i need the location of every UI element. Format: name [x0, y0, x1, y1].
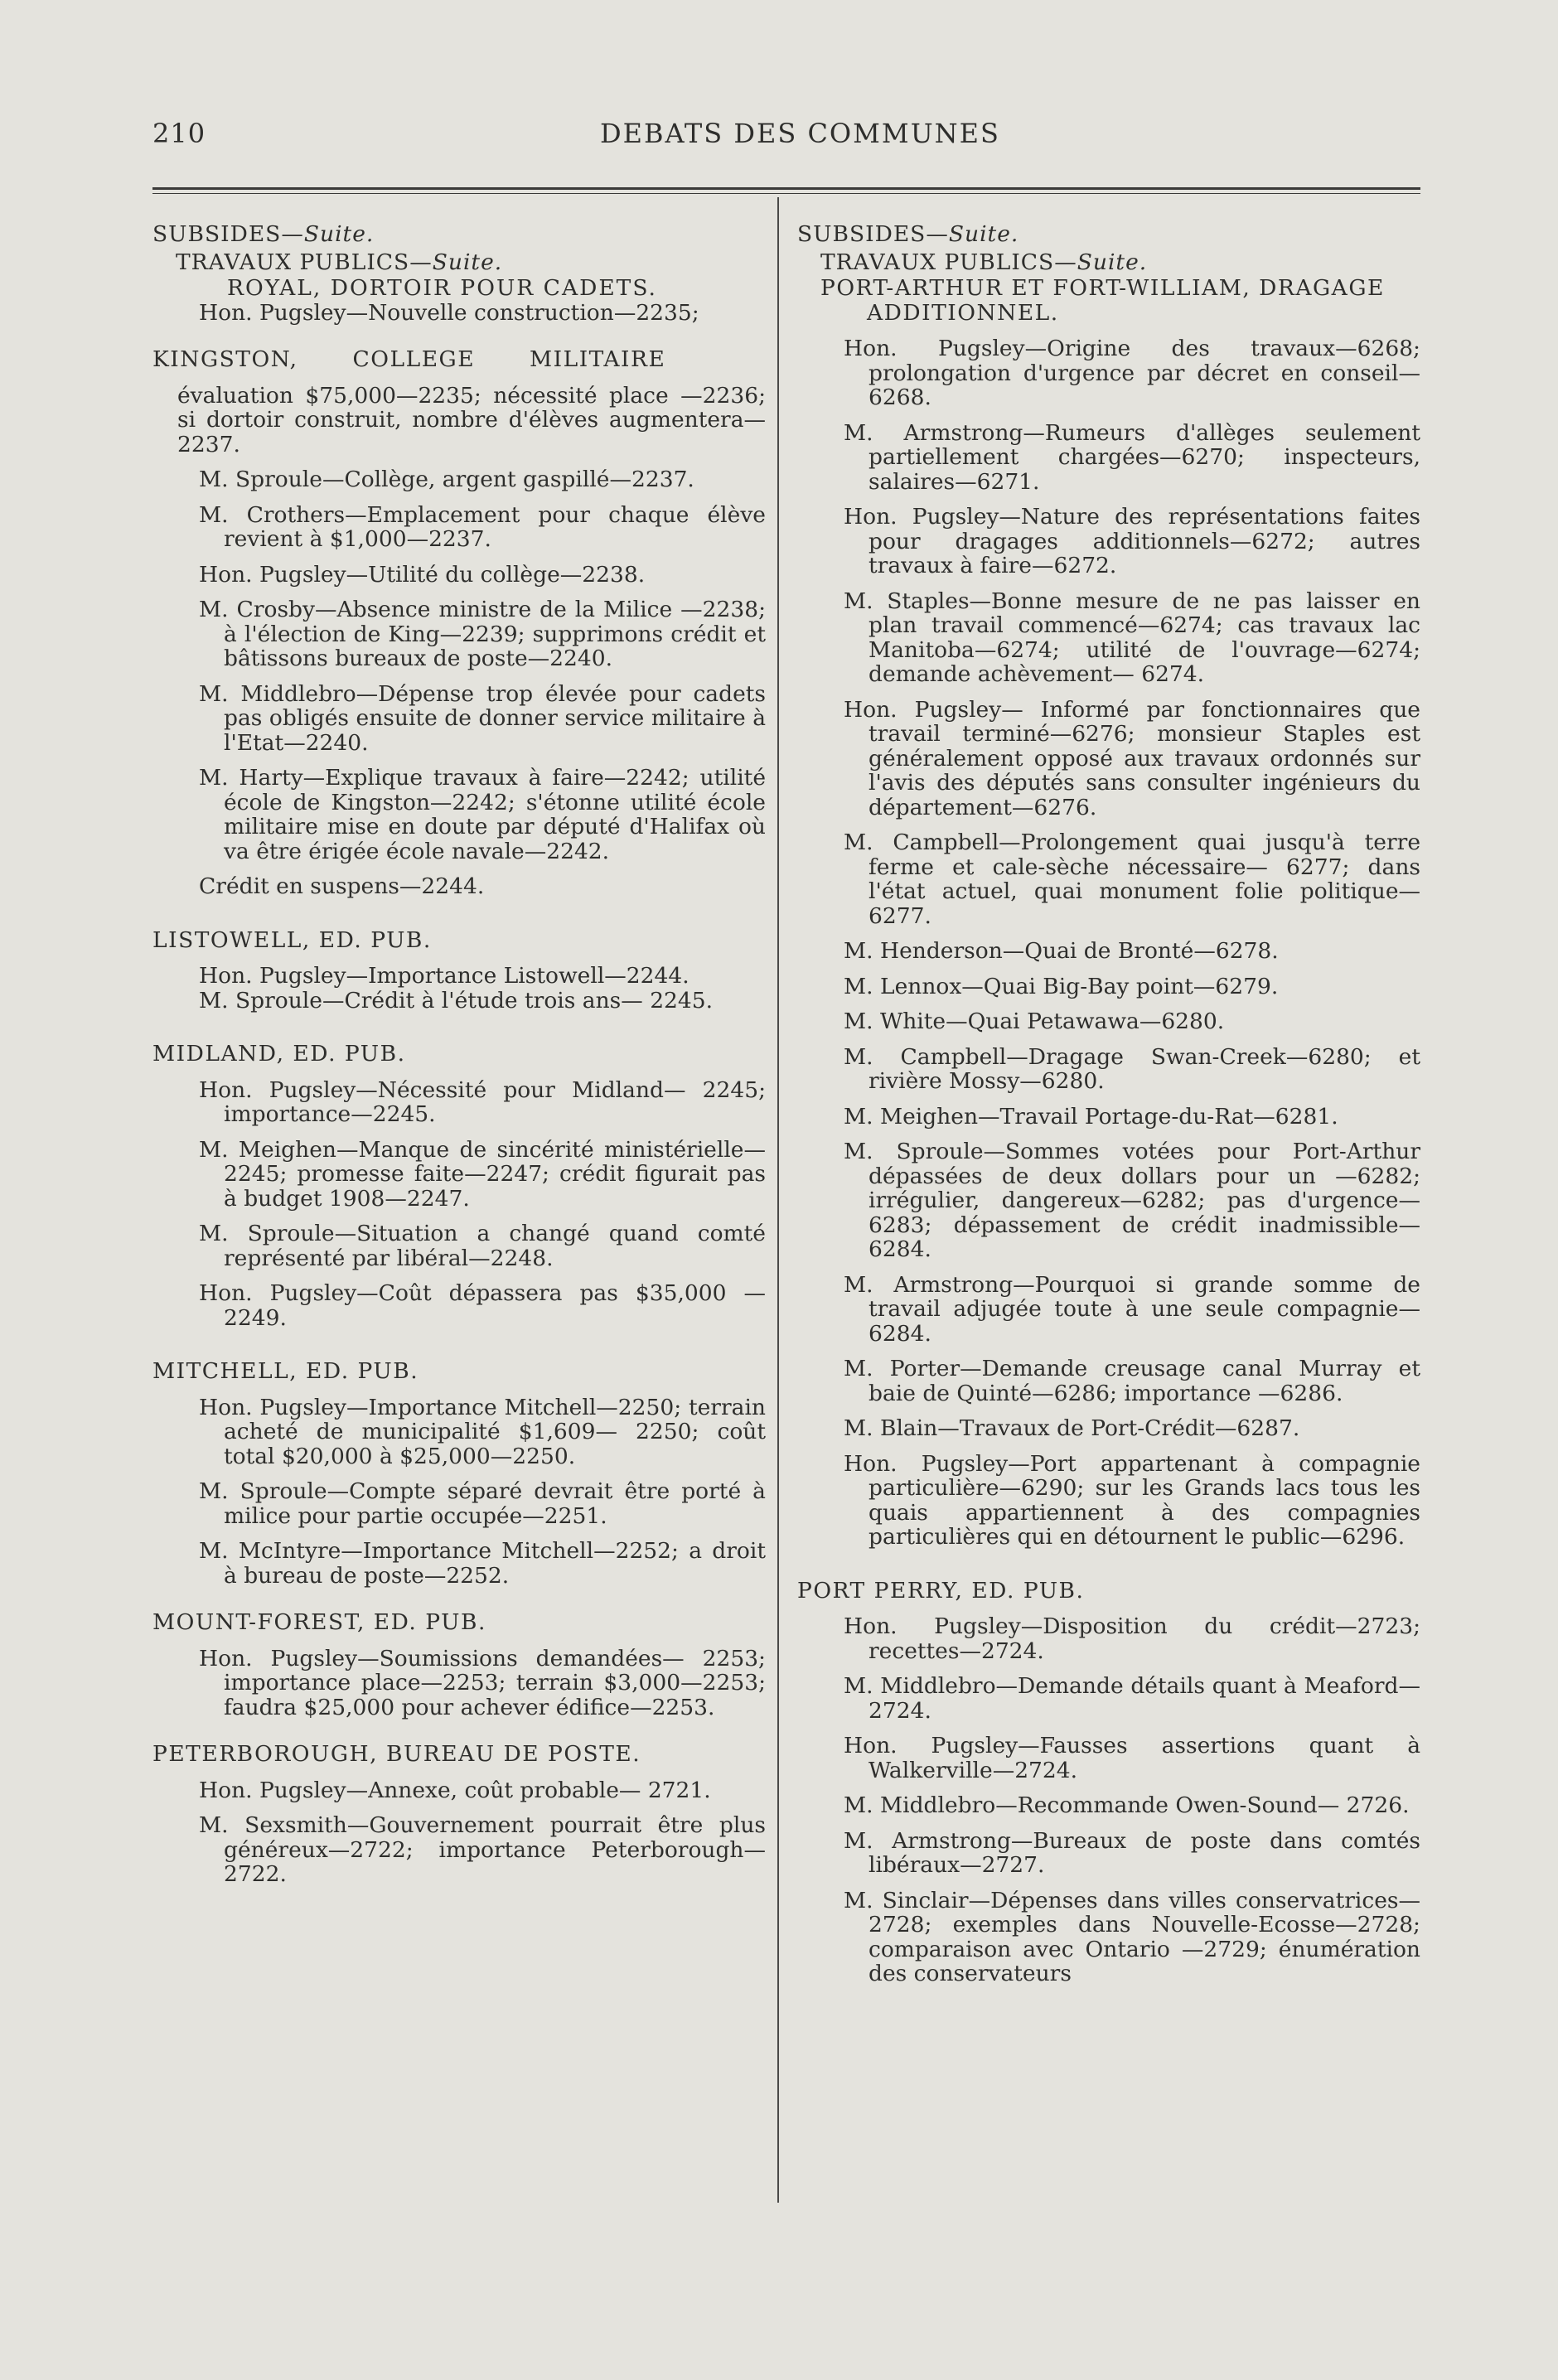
page-number: 210: [152, 118, 206, 149]
entry: M. Sproule—Collège, argent gaspillé—2237.: [199, 467, 694, 492]
entry: Hon. Pugsley—Origine des travaux—6268; prolongation d'urgence par décret en conseil—6268.: [844, 336, 1420, 410]
entry: M. Middlebro—Dépense trop élevée pour cadets pas obligés ensuite de donner service militaire à l'Etat—2240.: [199, 680, 766, 756]
right-column: [797, 222, 1420, 1997]
column-divider: [777, 197, 779, 2203]
entry: M. Sproule—Situation a changé quand comté représenté par libéral—2248.: [199, 1221, 766, 1271]
entry: M. Middlebro—Recommande Owen-Sound— 2726.: [844, 1792, 1410, 1818]
entry: Hon. Pugsley— Informé par fonctionnaires que travail terminé—6276; monsieur Staples est généralement opposé aux travaux ordonnés sur l'avis des députés sans consulter ingénieurs du département—6276.: [844, 696, 1420, 820]
entry: M. Sexsmith—Gouvernement pourrait être plus généreux—2722; importance Peterborough—2722.: [199, 1812, 766, 1887]
heading-port-arthur-fort-william: PORT-ARTHUR ET FORT-WILLIAM, DRAGAGE ADDITIONNEL.: [820, 275, 1385, 326]
entry: M. McIntyre—Importance Mitchell—2252; a droit à bureau de poste—2252.: [199, 1538, 766, 1589]
entry: M. Porter—Demande creusage canal Murray et baie de Quinté—6286; importance —6286.: [844, 1356, 1420, 1406]
entry: M. Staples—Bonne mesure de ne pas laisser en plan travail commencé—6274; cas travaux lac Manitoba—6274; utilité de l'ouvrage—6274; demande achèvement— 6274.: [844, 588, 1420, 687]
entry: M. Campbell—Dragage Swan-Creek—6280; et rivière Mossy—6280.: [844, 1043, 1420, 1094]
entry: Hon. Pugsley—Coût dépassera pas $35,000 —2249.: [199, 1280, 766, 1331]
entry: M. Sproule—Sommes votées pour Port-Arthur dépassées de deux dollars pour un —6282; irrégulier, dangereux—6282; pas d'urgence—6283; dépassement de crédit inadmissible—6284.: [844, 1139, 1420, 1262]
entry: Hon. Pugsley—Port appartenant à compagnie particulière—6290; sur les Grands lacs tous les quais appartiennent à des compagnies particulières qui en détournent le public—6296.: [844, 1450, 1420, 1550]
entry: M. Sinclair—Dépenses dans villes conservatrices—2728; exemples dans Nouvelle-Ecosse—2728; comparaison avec Ontario —2729; énumération des conservateurs: [844, 1887, 1420, 1986]
heading-peterborough: PETERBOROUGH, BUREAU DE POSTE.: [152, 1741, 641, 1767]
entry: Hon. Pugsley—Nécessité pour Midland— 2245; importance—2245.: [199, 1076, 766, 1127]
section-heading: SUBSIDES—Suite.: [152, 221, 375, 247]
entry: M. Henderson—Quai de Bronté—6278.: [844, 938, 1279, 964]
header-rule-thick: [152, 187, 1420, 190]
entry: Hon. Pugsley—Soumissions demandées— 2253; importance place—2253; terrain $3,000—2253; faudra $25,000 pour achever édifice—2253.: [199, 1645, 766, 1720]
entry: M. Lennox—Quai Big-Bay point—6279.: [844, 973, 1279, 999]
header-rule-thin: [152, 193, 1420, 194]
heading-mount-forest: MOUNT-FOREST, ED. PUB.: [152, 1609, 486, 1635]
entry: M. Campbell—Prolongement quai jusqu'à terre ferme et cale-sèche nécessaire— 6277; dans l'état actuel, quai monument folie politique—6277.: [844, 830, 1420, 929]
heading-port-perry: PORT PERRY, ED. PUB.: [797, 1577, 1085, 1604]
heading-mitchell: MITCHELL, ED. PUB.: [152, 1358, 419, 1384]
entry: M. Armstrong—Rumeurs d'allèges seulement partiellement chargées—6270; inspecteurs, salaires—6271.: [844, 419, 1420, 495]
entry: M. Blain—Travaux de Port-Crédit—6287.: [844, 1415, 1300, 1441]
heading-listowell: LISTOWELL, ED. PUB.: [152, 926, 432, 953]
left-column: [152, 222, 766, 1898]
entry: M. Crosby—Absence ministre de la Milice —2238; à l'élection de King—2239; supprimons crédit et bâtissons bureaux de poste—2240.: [199, 597, 766, 671]
entry: Hon. Pugsley—Disposition du crédit—2723; recettes—2724.: [844, 1613, 1420, 1664]
entry: Hon. Pugsley—Annexe, coût probable— 2721.: [199, 1777, 711, 1803]
entry: Hon. Pugsley—Importance Listowell—2244.: [199, 963, 689, 989]
entry: M. White—Quai Petawawa—6280.: [844, 1009, 1225, 1034]
entry: M. Middlebro—Demande détails quant à Meaford—2724.: [844, 1673, 1420, 1724]
entry: Hon. Pugsley—Utilité du collège—2238.: [199, 561, 646, 588]
entry: Hon. Pugsley—Fausses assertions quant à Walkerville—2724.: [844, 1733, 1420, 1783]
page-header: [152, 114, 1420, 156]
entry: M. Harty—Explique travaux à faire—2242; utilité école de Kingston—2242; s'étonne utilité école militaire mise en doute par député d'Halifax où va être érigée école navale—2242.: [199, 765, 766, 864]
entry: M. Meighen—Manque de sincérité ministérielle—2245; promesse faite—2247; crédit figurait pas à budget 1908—2247.: [199, 1136, 766, 1212]
entry: M. Armstrong—Bureaux de poste dans comtés libéraux—2727.: [844, 1827, 1420, 1878]
running-title: DEBATS DES COMMUNES: [600, 118, 1000, 149]
entry: Crédit en suspens—2244.: [199, 873, 485, 899]
heading-royal-dortoir: ROYAL, DORTOIR POUR CADETS.: [227, 275, 657, 301]
heading-midland: MIDLAND, ED. PUB.: [152, 1041, 406, 1067]
entry: Hon. Pugsley—Nature des représentations faites pour dragages additionnels—6272; autres travaux à faire—6272.: [844, 504, 1420, 578]
entry: Hon. Pugsley—Nouvelle construction—2235;: [199, 299, 699, 326]
entry: évaluation $75,000—2235; nécessité place —2236; si dortoir construit, nombre d'élèves augmentera—2237.: [177, 382, 766, 457]
subsection-heading: TRAVAUX PUBLICS—Suite.: [176, 249, 503, 275]
subsection-heading: TRAVAUX PUBLICS—Suite.: [820, 249, 1148, 275]
entry: M. Crothers—Emplacement pour chaque élève revient à $1,000—2237.: [199, 501, 766, 552]
entry: M. Armstrong—Pourquoi si grande somme de travail adjugée toute à une seule compagnie—6284.: [844, 1271, 1420, 1347]
section-heading: SUBSIDES—Suite.: [797, 221, 1019, 247]
heading-kingston-college: KINGSTON, COLLEGE MILITAIRE: [152, 346, 666, 372]
entry: M. Sproule—Compte séparé devrait être porté à milice pour partie occupée—2251.: [199, 1478, 766, 1529]
entry: Hon. Pugsley—Importance Mitchell—2250; terrain acheté de municipalité $1,609— 2250; coût total $20,000 à $25,000—2250.: [199, 1394, 766, 1469]
entry: M. Meighen—Travail Portage-du-Rat—6281.: [844, 1103, 1338, 1130]
entry: M. Sproule—Crédit à l'étude trois ans— 2245.: [199, 987, 714, 1013]
